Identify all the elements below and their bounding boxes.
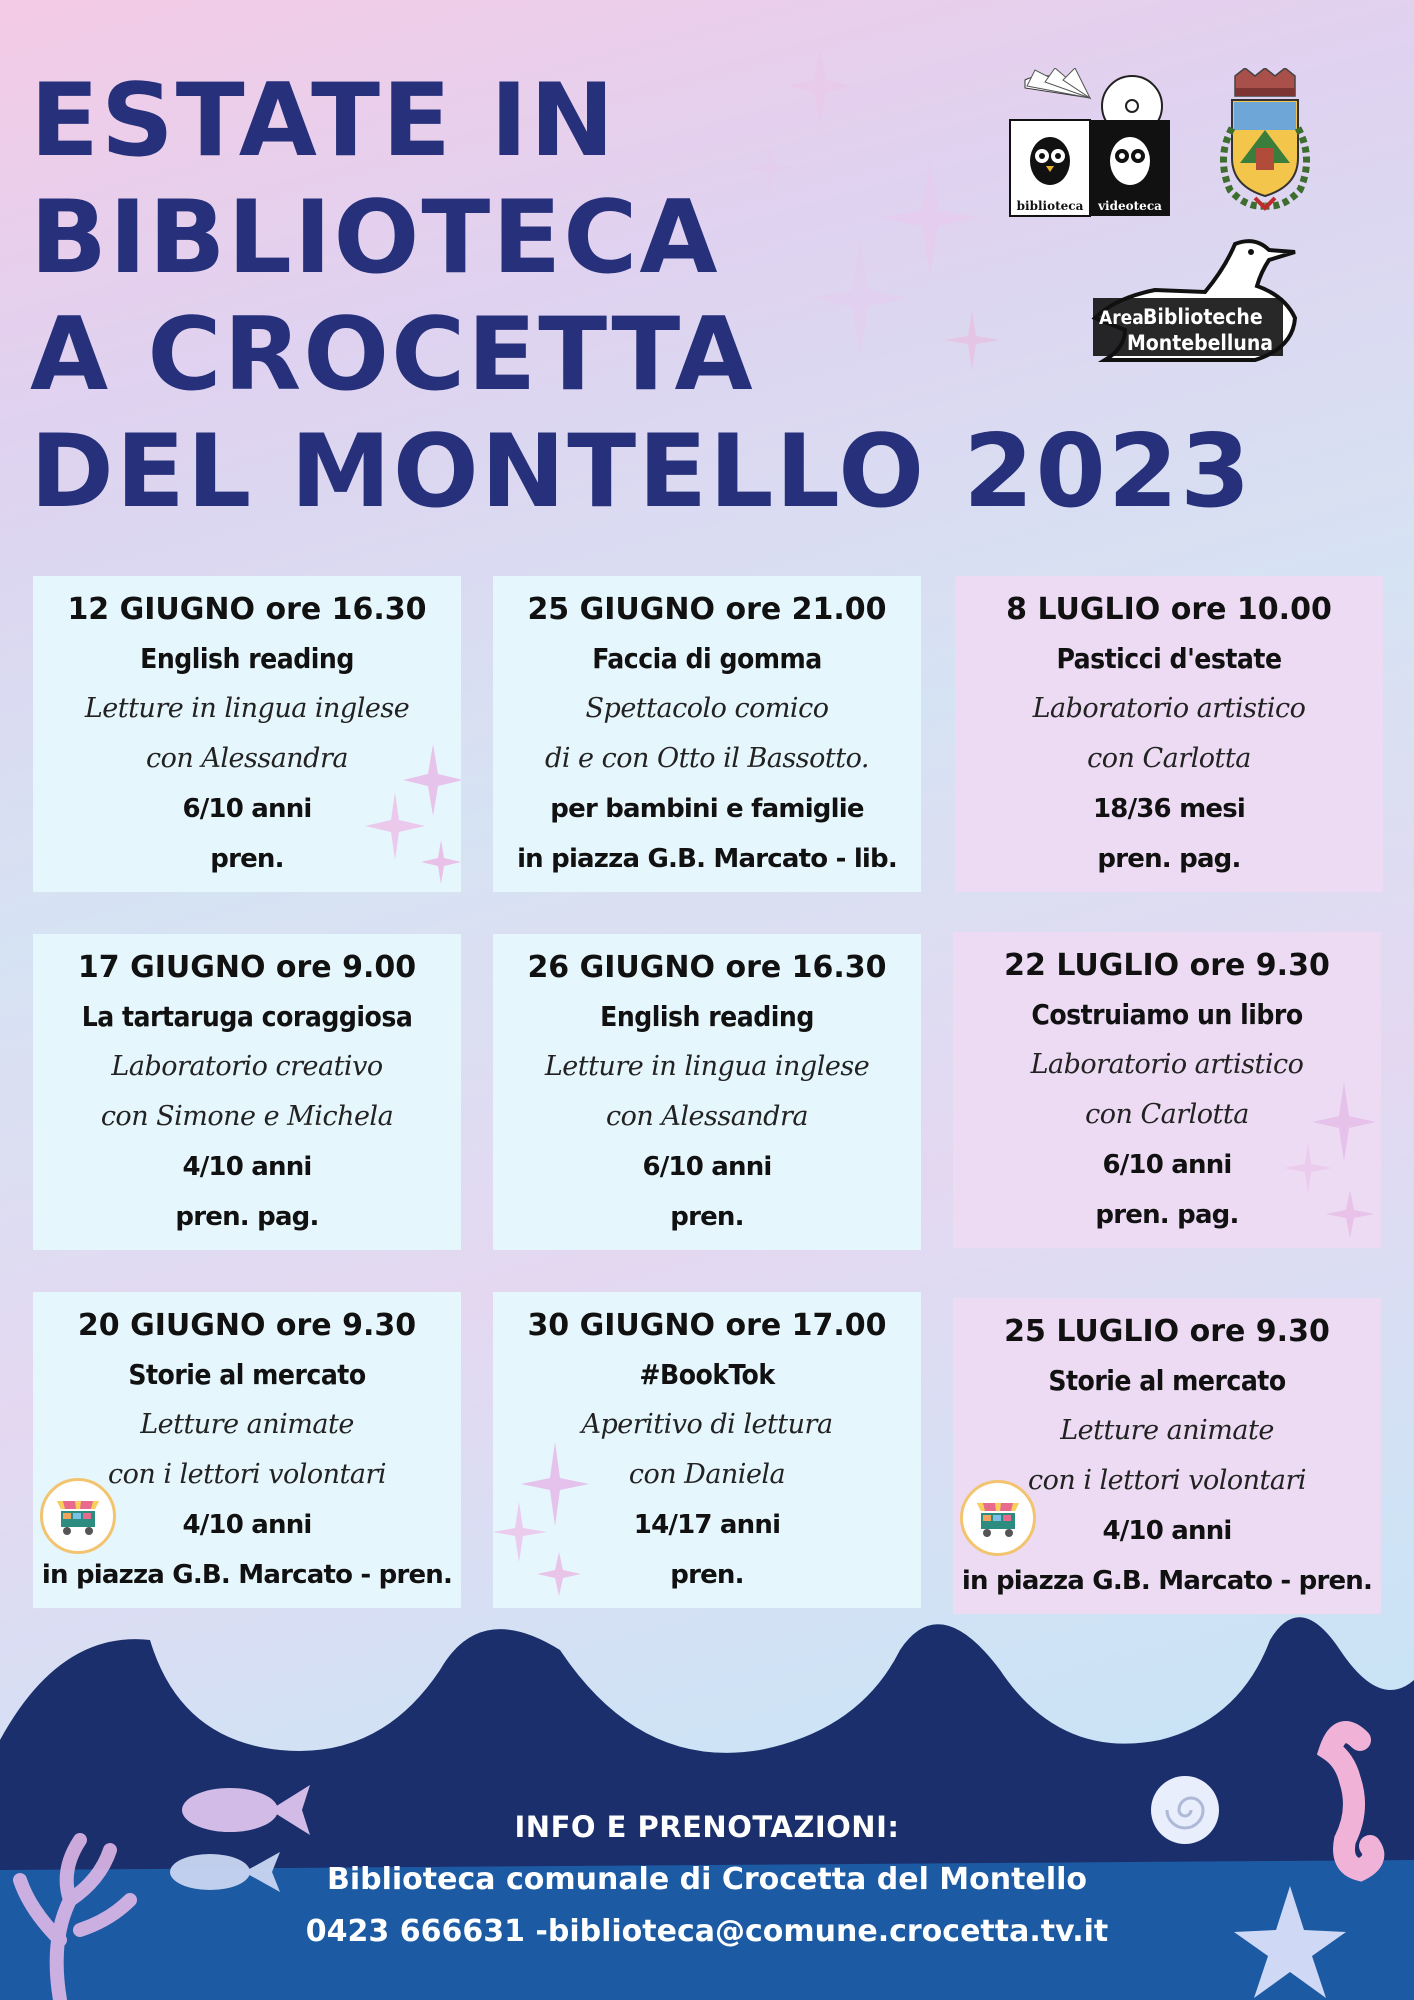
sparkles-icon — [363, 736, 461, 886]
crocetta-coat-of-arms — [1210, 68, 1320, 218]
market-cart-icon — [960, 1480, 1036, 1556]
area-logo-word-montebelluna: Montebelluna — [1127, 331, 1274, 355]
event-description: Laboratorio artistico — [1030, 1049, 1304, 1080]
title-line-3: A CROCETTA — [30, 295, 755, 413]
event-datetime: 30 GIUGNO ore 17.00 — [527, 1308, 887, 1343]
event-audience: 4/10 anni — [182, 1510, 312, 1540]
market-cart-icon — [40, 1478, 116, 1554]
sparkles-icon — [1278, 1082, 1378, 1242]
event-card-9 — [953, 1298, 1381, 1614]
event-description: Laboratorio creativo — [111, 1051, 383, 1082]
event-title: #BookTok — [639, 1358, 775, 1391]
event-datetime: 12 GIUGNO ore 16.30 — [67, 592, 427, 627]
event-card-7 — [33, 1292, 461, 1608]
event-audience: 18/36 mesi — [1092, 794, 1246, 824]
sparkles-icon — [493, 1442, 593, 1602]
area-logo-word-biblioteche: Biblioteche — [1143, 305, 1263, 329]
area-logo-word-area: Area — [1099, 307, 1144, 329]
event-description: Letture animate — [1060, 1415, 1274, 1446]
event-booking: pren. pag. — [1097, 844, 1241, 874]
event-description: Aperitivo di lettura — [581, 1409, 833, 1440]
event-booking: pren. — [670, 1560, 744, 1590]
event-datetime: 8 LUGLIO ore 10.00 — [1006, 592, 1332, 627]
event-booking: pren. — [670, 1202, 744, 1232]
event-description: Laboratorio artistico — [1032, 693, 1306, 724]
event-audience: per bambini e famiglie — [550, 794, 864, 824]
event-card-6 — [953, 932, 1381, 1248]
event-description: Letture animate — [140, 1409, 354, 1440]
event-title: Faccia di gomma — [592, 642, 822, 675]
event-host: con i lettori volontari — [107, 1459, 387, 1490]
title-line-4: DEL MONTELLO 2023 — [30, 412, 1253, 530]
event-audience: 6/10 anni — [642, 1152, 772, 1182]
event-title: Storie al mercato — [128, 1358, 366, 1391]
logo-label-biblioteca: biblioteca — [1016, 199, 1084, 213]
event-datetime: 17 GIUGNO ore 9.00 — [77, 950, 417, 985]
event-card-3 — [955, 576, 1383, 892]
event-host: con i lettori volontari — [1027, 1465, 1307, 1496]
footer-heading: INFO E PRENOTAZIONI: — [514, 1810, 900, 1844]
event-title: English reading — [600, 1000, 814, 1033]
event-card-5 — [493, 934, 921, 1250]
event-booking: in piazza G.B. Marcato - lib. — [517, 844, 897, 874]
event-description: Letture in lingua inglese — [84, 693, 410, 724]
footer-contact[interactable]: 0423 666631 -biblioteca@comune.crocetta.tv.it — [305, 1914, 1109, 1949]
event-title: Storie al mercato — [1048, 1364, 1286, 1397]
title-line-2: BIBLIOTECA — [30, 178, 720, 296]
event-title: Costruiamo un libro — [1031, 998, 1303, 1031]
event-host: di e con Otto il Bassotto. — [545, 743, 869, 774]
logo-label-videoteca: videoteca — [1098, 199, 1162, 213]
event-audience: 6/10 anni — [182, 794, 312, 824]
event-datetime: 25 LUGLIO ore 9.30 — [1004, 1314, 1330, 1349]
event-audience: 14/17 anni — [633, 1510, 781, 1540]
event-datetime: 22 LUGLIO ore 9.30 — [1004, 948, 1330, 983]
event-booking: pren. — [210, 844, 284, 874]
event-description: Letture in lingua inglese — [544, 1051, 870, 1082]
event-host: con Simone e Michela — [100, 1101, 394, 1132]
event-datetime: 25 GIUGNO ore 21.00 — [527, 592, 887, 627]
biblioteca-videoteca-logo — [1005, 68, 1175, 218]
event-booking: pren. pag. — [1095, 1200, 1239, 1230]
event-description: Spettacolo comico — [585, 693, 829, 724]
event-audience: 4/10 anni — [182, 1152, 312, 1182]
event-booking: pren. pag. — [175, 1202, 319, 1232]
event-booking: in piazza G.B. Marcato - pren. — [961, 1566, 1373, 1596]
event-card-1 — [33, 576, 461, 892]
event-host: con Alessandra — [606, 1101, 808, 1132]
title-line-1: ESTATE IN — [30, 61, 617, 179]
event-host: con Carlotta — [1085, 1099, 1249, 1130]
event-title: Pasticci d'estate — [1056, 642, 1282, 675]
event-audience: 6/10 anni — [1102, 1150, 1232, 1180]
area-biblioteche-montebelluna-logo — [1085, 238, 1305, 373]
event-title: La tartaruga coraggiosa — [81, 1000, 413, 1033]
event-title: English reading — [140, 642, 354, 675]
event-card-4 — [33, 934, 461, 1250]
footer-library-name: Biblioteca comunale di Crocetta del Montello — [326, 1862, 1087, 1897]
event-datetime: 26 GIUGNO ore 16.30 — [527, 950, 887, 985]
event-card-8 — [493, 1292, 921, 1608]
event-host: con Daniela — [628, 1459, 786, 1490]
event-datetime: 20 GIUGNO ore 9.30 — [77, 1308, 417, 1343]
event-host: con Alessandra — [146, 743, 348, 774]
event-booking: in piazza G.B. Marcato - pren. — [41, 1560, 453, 1590]
event-host: con Carlotta — [1087, 743, 1251, 774]
event-card-2 — [493, 576, 921, 892]
event-audience: 4/10 anni — [1102, 1516, 1232, 1546]
